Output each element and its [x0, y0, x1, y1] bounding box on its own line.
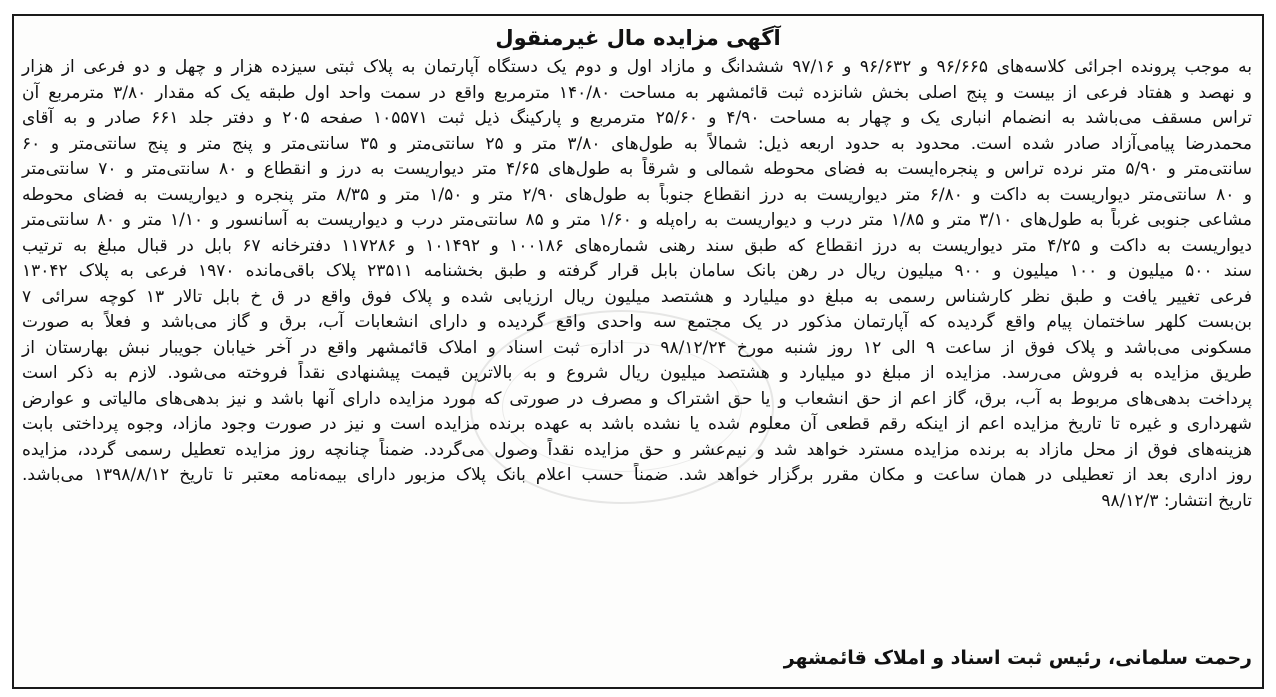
signature: رحمت سلمانی، رئیس ثبت اسناد و املاک قائمشهر	[783, 647, 1252, 669]
auction-notice	[18, 22, 1258, 682]
notice-line: هزینه‌های فوق از محل مازاد به برنده مزایده مسترد خواهد شد و نیم‌عشر و حق مزایده نقداً وصول می‌گردد. ضمناً چنانچه روز مزایده تعطیل رسمی گردد، مزایده	[22, 439, 1252, 460]
notice-line: پرداخت بدهی‌های مربوط به آب، برق، گاز اعم از حق انشعاب و یا حق اشتراک و مصرف در صورتی که مورد مزایده دارای آنها باشد و نیز بدهی‌های مالیاتی و عوارض	[22, 388, 1252, 409]
notice-title: آگهی مزایده مال غیرمنقول	[495, 26, 781, 50]
notice-line: تراس مسقف می‌باشد به انضمام انباری یک و چهار به مساحت ۴/۹۰ و ۲۵/۶۰ مترمربع و پارکینگ ذیل ثبت ۱۰۵۵۷۱ صفحه ۲۰۵ و دفتر جلد ۶۶۱ صادر و به آقای	[22, 108, 1252, 128]
notice-line: فرعی تغییر یافت و طبق نظر کارشناس رسمی به مبلغ دو میلیارد و هشتصد میلیون ریال ارزیابی شده و پلاک فوق واقع در ق خ بابل تالار ۱۳ کوچه سرائی ۷	[22, 286, 1252, 307]
notice-line: و نهصد و هفتاد فرعی از بیست و پنج اصلی بخش شانزده ثبت قائمشهر به مساحت ۱۴۰/۸۰ مترمربع واقع در سمت واحد اول طبقه یک که مقدار ۳/۸۰ مترمربع آن	[22, 82, 1252, 103]
notice-line: مسکونی می‌باشد و پلاک فوق از ساعت ۹ الی ۱۲ روز شنبه مورخ ۹۸/۱۲/۲۴ در اداره ثبت اسناد و املاک قائمشهر واقع در آخر خیابان جویبار نبش بهارستان از	[22, 337, 1252, 358]
notice-line: سانتی‌متر و ۵/۹۰ متر نرده تراس و پنجره‌ایست به فضای محوطه شمالی و شرقاً به طول‌های ۴/۶۵ متر دیواریست به درز و انقطاع و ۸۰ سانتی‌متر و ۷۰ سانتی‌متر	[22, 159, 1253, 179]
notice-line: محمدرضا پیامی‌آزاد صادر شده است. محدود به حدود اربعه ذیل: شمالاً به طول‌های ۳/۸۰ متر و ۲۵ سانتی‌متر و ۳۵ سانتی‌متر و پنج متر و پنج سانتی‌متر و ۶۰	[22, 133, 1252, 154]
notice-line: دیواریست به داکت و ۴/۲۵ متر دیواریست به درز انقطاع که طبق سند رهنی شماره‌های ۱۰۰۱۸۶ و ۱۰۱۴۹۲ و ۱۱۷۲۸۶ دفترخانه ۶۷ بابل در قبال مبلغ به ترتیب	[22, 235, 1252, 256]
notice-line: روز اداری بعد از تعطیلی در همان ساعت و مکان مقرر برگزار خواهد شد. ضمناً حسب اعلام بانک پلاک مزبور دارای بیمه‌نامه معتبر تا تاریخ ۱۳۹۸/۸/۱۲ می‌باشد.	[22, 465, 1252, 485]
notice-line: به موجب پرونده اجرائی کلاسه‌های ۹۶/۶۶۵ و ۹۶/۶۳۲ و ۹۷/۱۶ ششدانگ و مازاد اول و دوم یک دستگاه آپارتمان به پلاک ثبتی سیزده هزار و چهل و دو فرعی از هزار	[22, 57, 1252, 77]
notice-line: بن‌بست کلهر ساختمان پیام واقع گردیده که آپارتمان مذکور در یک مجتمع سه واحدی واقع گردیده و دارای انشعابات آب، برق و گاز می‌باشد و فعلاً به صورت	[22, 312, 1252, 332]
publish-date: تاریخ انتشار: ۹۸/۱۲/۳	[1101, 490, 1252, 511]
notice-line: سند ۵۰۰ میلیون و ۱۰۰ میلیون و ۹۰۰ میلیون ریال در رهن بانک سامان بابل قرار گرفته و طبق بخشنامه ۲۳۵۱۱ پلاک باقی‌مانده ۱۹۷۰ فرعی به پلاک ۱۳۰۴۲	[22, 261, 1253, 281]
notice-line: و ۸۰ سانتی‌متر دیواریست به داکت و ۶/۸۰ متر دیواریست به درز انقطاع جنوباً به طول‌های ۲/۹۰ متر و ۱/۵۰ متر و ۸/۳۵ متر پنجره و دیواریست به فضای محوطه	[22, 184, 1252, 205]
notice-line: طریق مزایده به فروش می‌رسد. مزایده از مبلغ دو میلیارد و هشتصد میلیون ریال شروع و به بالاترین قیمت پیشنهادی نقداً فروخته می‌شود. لازم به ذکر است	[22, 363, 1252, 383]
notice-line: مشاعی جنوبی غرباً به طول‌های ۳/۱۰ متر و ۱/۸۵ متر درب و دیواریست به راه‌پله و ۱/۶۰ متر و ۸۵ سانتی‌متر درب و دیواریست به آسانسور و ۱/۱۰ متر و ۸۰ سانتی‌متر	[22, 210, 1252, 230]
notice-line: شهرداری و غیره تا تاریخ مزایده اعم از اینکه رقم قطعی آن معلوم شده یا نشده باشد به عهده برنده مزایده است و نیز در صورت وجود مازاد، وجوه پرداختی بابت	[22, 414, 1252, 434]
